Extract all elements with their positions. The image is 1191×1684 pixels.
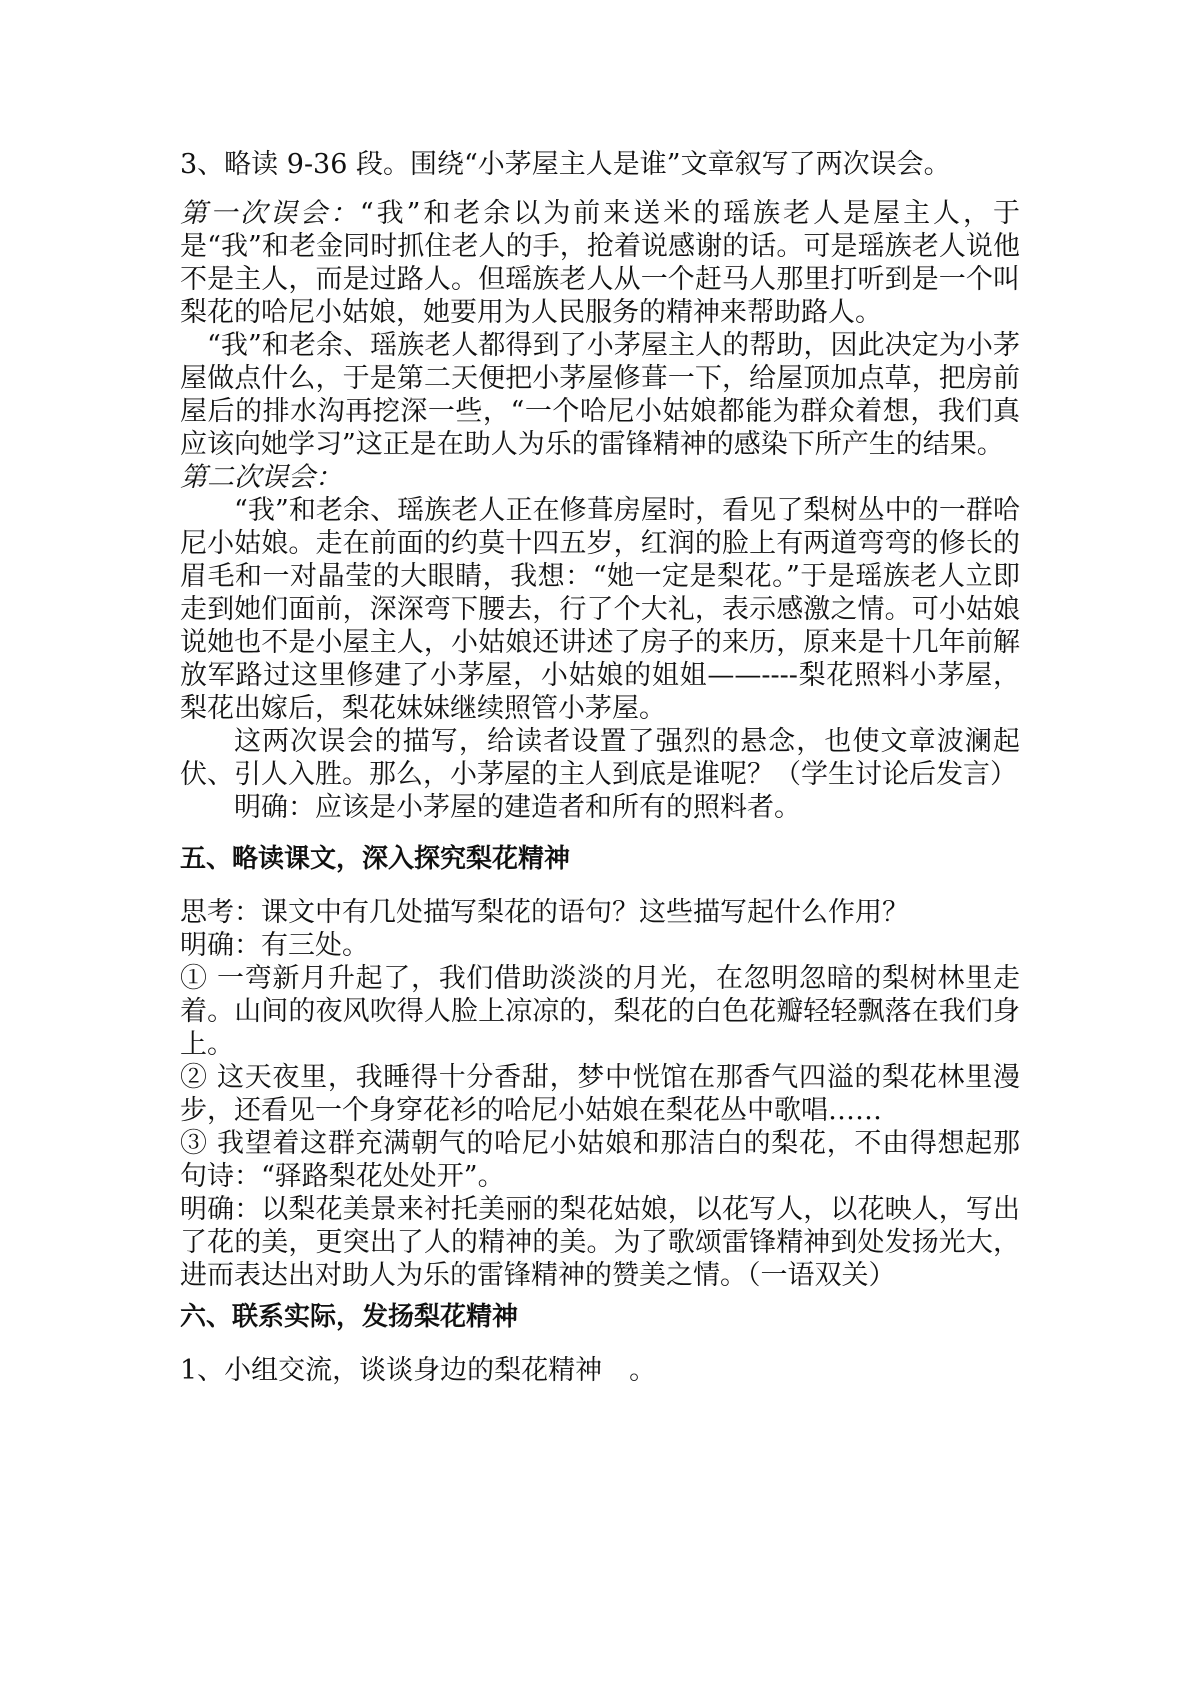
list-item: ① 一弯新月升起了，我们借助淡淡的月光，在忽明忽暗的梨树林里走着。山间的夜风吹得人脸上凉凉的，梨花的白色花瓣轻轻飘落在我们身上。	[180, 963, 1020, 1060]
section-five-heading: 五、略读课文，深入探究梨花精神	[180, 844, 571, 874]
section-five-answer-intro: 明确：有三处。	[180, 930, 369, 961]
first-misunderstanding-text: “我”和老余以为前来送米的瑶族老人是屋主人，于是“我”和老金同时抓住老人的手，抢着说感谢的话。可是瑶族老人说他不是主人，而是过路人。但瑶族老人从一个赶马人那里打听到是一个叫梨花的哈尼小姑娘，她要用为人民服务的精神来帮助路人。	[180, 198, 1021, 328]
first-misunderstanding-label: 第一次误会：	[180, 198, 360, 229]
suspense-paragraph: 这两次误会的描写，给读者设置了强烈的悬念，也使文章波澜起伏、引人入胜。那么，小茅屋的主人到底是谁呢？（学生讨论后发言）	[180, 726, 1020, 790]
help-paragraph: “我”和老余、瑶族老人都得到了小茅屋主人的帮助，因此决定为小茅屋做点什么，于是第二天便把小茅屋修葺一下，给屋顶加点草，把房前屋后的排水沟再挖深一些，“一个哈尼小姑娘都能为群众着想，我们真应该向她学习”这正是在助人为乐的雷锋精神的感染下所产生的结果。	[180, 330, 1020, 460]
second-misunderstanding-label: 第二次误会：	[180, 462, 342, 493]
section-five-conclusion: 明确：以梨花美景来衬托美丽的梨花姑娘，以花写人，以花映人，写出了花的美，更突出了人的精神的美。为了歌颂雷锋精神到处发扬光大，进而表达出对助人为乐的雷锋精神的赞美之情。（一语双关）	[180, 1194, 1020, 1291]
second-misunderstanding-text: “我”和老余、瑶族老人正在修葺房屋时，看见了梨树丛中的一群哈尼小姑娘。走在前面的约莫十四五岁，红润的脸上有两道弯弯的修长的眉毛和一对晶莹的大眼睛，我想：“她一定是梨花。”于是瑶族老人立即走到她们面前，深深弯下腰去，行了个大礼，表示感激之情。可小姑娘说她也不是小屋主人，小姑娘还讲述了房子的来历，原来是十几年前解放军路过这里修建了小茅屋，小姑娘的姐姐——----梨花照料小茅屋，梨花出嫁后，梨花妹妹继续照管小茅屋。	[180, 495, 1020, 724]
first-misunderstanding-paragraph	[180, 197, 1020, 329]
document-body	[180, 148, 1020, 1387]
section-five-question: 思考：课文中有几处描写梨花的语句？这些描写起什么作用？	[180, 897, 909, 928]
intro-paragraph: 3、略读 9-36 段。围绕“小茅屋主人是谁”文章叙写了两次误会。	[180, 149, 951, 180]
answer-paragraph: 明确：应该是小茅屋的建造者和所有的照料者。	[234, 792, 801, 823]
list-item: ② 这天夜里，我睡得十分香甜，梦中恍馆在那香气四溢的梨花林里漫步，还看见一个身穿花衫的哈尼小姑娘在梨花丛中歌唱……	[180, 1062, 1020, 1126]
list-item: ③ 我望着这群充满朝气的哈尼小姑娘和那洁白的梨花，不由得想起那句诗：“驿路梨花处处开”。	[180, 1128, 1020, 1192]
section-six-heading: 六、联系实际，发扬梨花精神	[180, 1302, 519, 1332]
section-six-item: 1、小组交流，谈谈身边的梨花精神 。	[180, 1355, 657, 1386]
